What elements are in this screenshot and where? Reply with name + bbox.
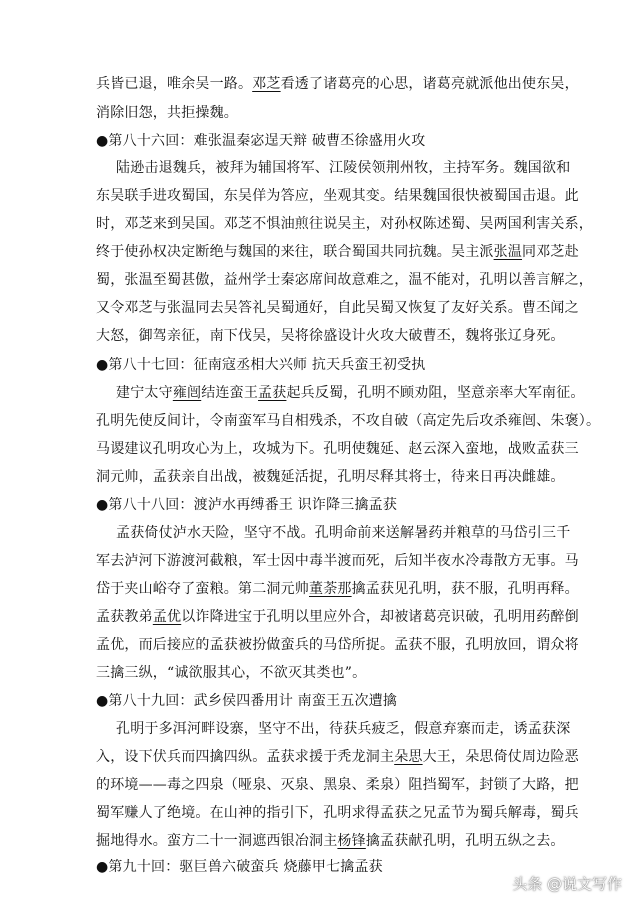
text-line: 又令邓芝与张温同去吴答礼吴蜀通好，自此吴蜀又恢复了友好关系。曹丕闻之 [96,300,579,316]
person-name: 张温 [493,244,523,260]
text-line: 孟优，而后接应的孟获被扮做蛮兵的马岱所捉。孟获不服，孔明放回，谓众将 [96,637,579,653]
text-line: 孔明先使反间计，令南蛮军马自相残杀，不攻自破（高定先后攻杀雍闿、朱褒）。 [96,413,601,429]
text-line: 洞元帅，孟获亲自出战，被魏延活捉，孔明尽释其将士，待来日再决雌雄。 [96,469,565,485]
chapter-heading-86: ●第八十六回：难张温秦宓逞天辩 破曹丕徐盛用火攻 [96,133,426,149]
text-line: 三擒三纵，“诚欲服其心，不欲灭其类也”。 [96,665,367,681]
chapter-heading-88: ●第八十八回：渡泸水再缚番王 识诈降三擒孟获 [96,497,398,513]
text-line: 东吴联手进攻蜀国，东吴佯为答应，坐观其变。结果魏国很快被蜀国击退。此 [96,188,579,204]
person-name: 杨锋 [337,833,366,849]
text-line: 消除旧怨，共拒操魏。 [96,105,238,121]
text-line: 孔明于多洱河畔设寨，坚守不出，待获兵疲乏，假意弃寨而走，诱孟获深 [116,721,571,737]
text-line: 孟获教弟孟优以诈降进宝于孔明以里应外合，却被诸葛亮识破，孔明用药醉倒 [96,609,579,625]
text-line: 建宁太守雍闿结连蛮王孟获起兵反蜀，孔明不顾劝阻，坚意亲率大军南征。 [116,385,585,401]
text-line: 时，邓芝来到吴国。邓芝不惧油煎往说吴主，对孙权陈述蜀、吴两国利害关系， [96,216,593,232]
text-line: 军去泸河下游渡河截粮，军士因中毒半渡而死，后知半夜水冷毒散方无事。马 [96,553,579,569]
text-line: 的环境——毒之四泉（哑泉、灭泉、黑泉、柔泉）阻挡蜀军，封锁了大路，把 [96,777,579,793]
text-line: 掘地得水。蛮方二十一洞遮西银冶洞主杨锋擒孟获献孔明，孔明五纵之去。 [96,833,565,849]
text-line: 大怒，御驾亲征，南下伐吴，吴将徐盛设计火攻大破曹丕，魏将张辽身死。 [96,328,565,344]
text-line: 终于使孙权决定断绝与魏国的来往，联合蜀国共同抗魏。吴主派张温同邓芝赴 [96,244,579,260]
chapter-heading-89: ●第八十九回：武乡侯四番用计 南蛮王五次遭擒 [96,693,398,709]
person-name: 董荼那 [309,581,352,597]
text-line: 马谡建议孔明攻心为上，攻城为下。孔明使魏延、赵云深入蛮地，战败孟获三 [96,441,579,457]
person-name: 朵思 [394,749,423,765]
person-name: 邓芝 [252,76,281,92]
person-name: 孟获 [258,385,287,401]
text-line: 蜀，张温至蜀甚傲，益州学士秦宓席间故意难之，温不能对，孔明以善言解之， [96,272,593,288]
text-line: 岱于夹山峪夺了蛮粮。第二洞元帅董荼那擒孟获见孔明，获不服，孔明再释。 [96,581,579,597]
text-line: 孟获倚仗泸水天险，坚守不战。孔明命前来送解暑药并粮草的马岱引三千 [116,525,571,541]
text-line: 兵皆已退，唯余吴一路。邓芝看透了诸葛亮的心思，诸葛亮就派他出使东吴， [96,76,579,92]
text-line: 蜀军赚人了绝境。在山神的指引下，孔明求得孟获之兄孟节为蜀兵解毒，蜀兵 [96,805,579,821]
text-line: 入，设下伏兵而四擒四纵。孟获求援于秃龙洞主朵思大王，朵思倚仗周边险恶 [96,749,579,765]
person-name: 孟优 [152,609,182,625]
person-name: 雍闿 [172,385,202,401]
text-line: 陆逊击退魏兵，被拜为辅国将军、江陵侯领荆州牧，主持军务。魏国欲和 [116,160,571,176]
chapter-heading-87: ●第八十七回：征南寇丞相大兴师 抗天兵蛮王初受执 [96,357,426,373]
watermark: 头条 @说文写作 [512,875,622,893]
chapter-heading-90: ●第九十回：驱巨兽六破蛮兵 烧藤甲七擒孟获 [96,859,383,875]
